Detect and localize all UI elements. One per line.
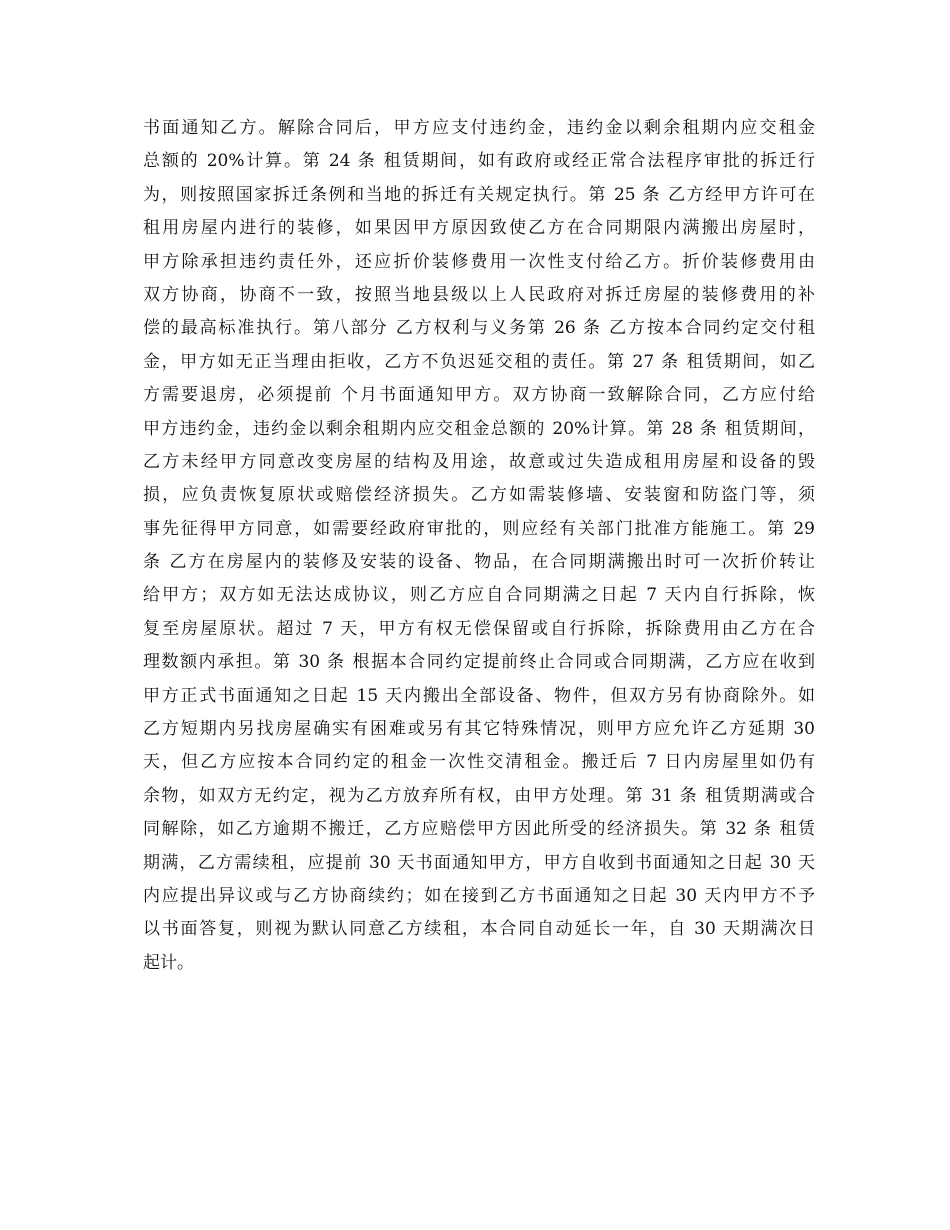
- text-line: 为，则按照国家拆迁条例和当地的拆迁有关规定执行。第 25 条 乙方经甲方许可在: [143, 184, 815, 205]
- text-line: 余物，如双方无约定，视为乙方放弃所有权，由甲方处理。第 31 条 租赁期满或合: [143, 785, 815, 806]
- text-line: 给甲方；双方如无法达成协议，则乙方应自合同期满之日起 7 天内自行拆除，恢: [143, 585, 815, 606]
- text-line: 条 乙方在房屋内的装修及安装的设备、物品，在合同期满搬出时可一次折价转让: [143, 552, 815, 573]
- text-line: 甲方除承担违约责任外，还应折价装修费用一次性支付给乙方。折价装修费用由: [143, 251, 815, 272]
- text-line: 租用房屋内进行的装修，如果因甲方原因致使乙方在合同期限内满搬出房屋时，: [143, 218, 815, 239]
- text-line: 偿的最高标准执行。第八部分 乙方权利与义务第 26 条 乙方按本合同约定交付租: [143, 318, 815, 339]
- text-line: 理数额内承担。第 30 条 根据本合同约定提前终止合同或合同期满，乙方应在收到: [143, 652, 815, 673]
- text-line: 损，应负责恢复原状或赔偿经济损失。乙方如需装修墙、安装窗和防盗门等，须: [143, 485, 815, 506]
- text-line: 甲方正式书面通知之日起 15 天内搬出全部设备、物件，但双方另有协商除外。如: [143, 685, 815, 706]
- text-line: 书面通知乙方。解除合同后，甲方应支付违约金，违约金以剩余租期内应交租金: [143, 118, 815, 138]
- text-line: 事先征得甲方同意，如需要经政府审批的，则应经有关部门批准方能施工。第 29: [143, 518, 815, 539]
- contract-text-body: [143, 112, 815, 980]
- text-line: 同解除，如乙方逾期不搬迁，乙方应赔偿甲方因此所受的经济损失。第 32 条 租赁: [143, 819, 815, 840]
- text-line: 以书面答复，则视为默认同意乙方续租，本合同自动延长一年，自 30 天期满次日: [143, 919, 815, 940]
- text-line: 起计。: [143, 952, 194, 973]
- text-line: 乙方未经甲方同意改变房屋的结构及用途，故意或过失造成租用房屋和设备的毁: [143, 451, 815, 472]
- text-line: 金，甲方如无正当理由拒收，乙方不负迟延交租的责任。第 27 条 租赁期间，如乙: [143, 351, 815, 372]
- text-line: 总额的 20%计算。第 24 条 租赁期间，如有政府或经正常合法程序审批的拆迁行: [143, 151, 815, 172]
- text-line: 期满，乙方需续租，应提前 30 天书面通知甲方，甲方自收到书面通知之日起 30 天: [143, 852, 815, 873]
- text-line: 方需要退房，必须提前 个月书面通知甲方。双方协商一致解除合同，乙方应付给: [143, 385, 815, 406]
- text-line: 复至房屋原状。超过 7 天，甲方有权无偿保留或自行拆除，拆除费用由乙方在合: [143, 618, 815, 639]
- text-line: 内应提出异议或与乙方协商续约；如在接到乙方书面通知之日起 30 天内甲方不予: [143, 885, 815, 906]
- text-line: 甲方违约金，违约金以剩余租期内应交租金总额的 20%计算。第 28 条 租赁期间，: [143, 418, 815, 439]
- text-line: 双方协商，协商不一致，按照当地县级以上人民政府对拆迁房屋的装修费用的补: [143, 284, 815, 305]
- text-line: 天，但乙方应按本合同约定的租金一次性交清租金。搬迁后 7 日内房屋里如仍有: [143, 752, 815, 773]
- text-line: 乙方短期内另找房屋确实有困难或另有其它特殊情况，则甲方应允许乙方延期 30: [143, 719, 815, 740]
